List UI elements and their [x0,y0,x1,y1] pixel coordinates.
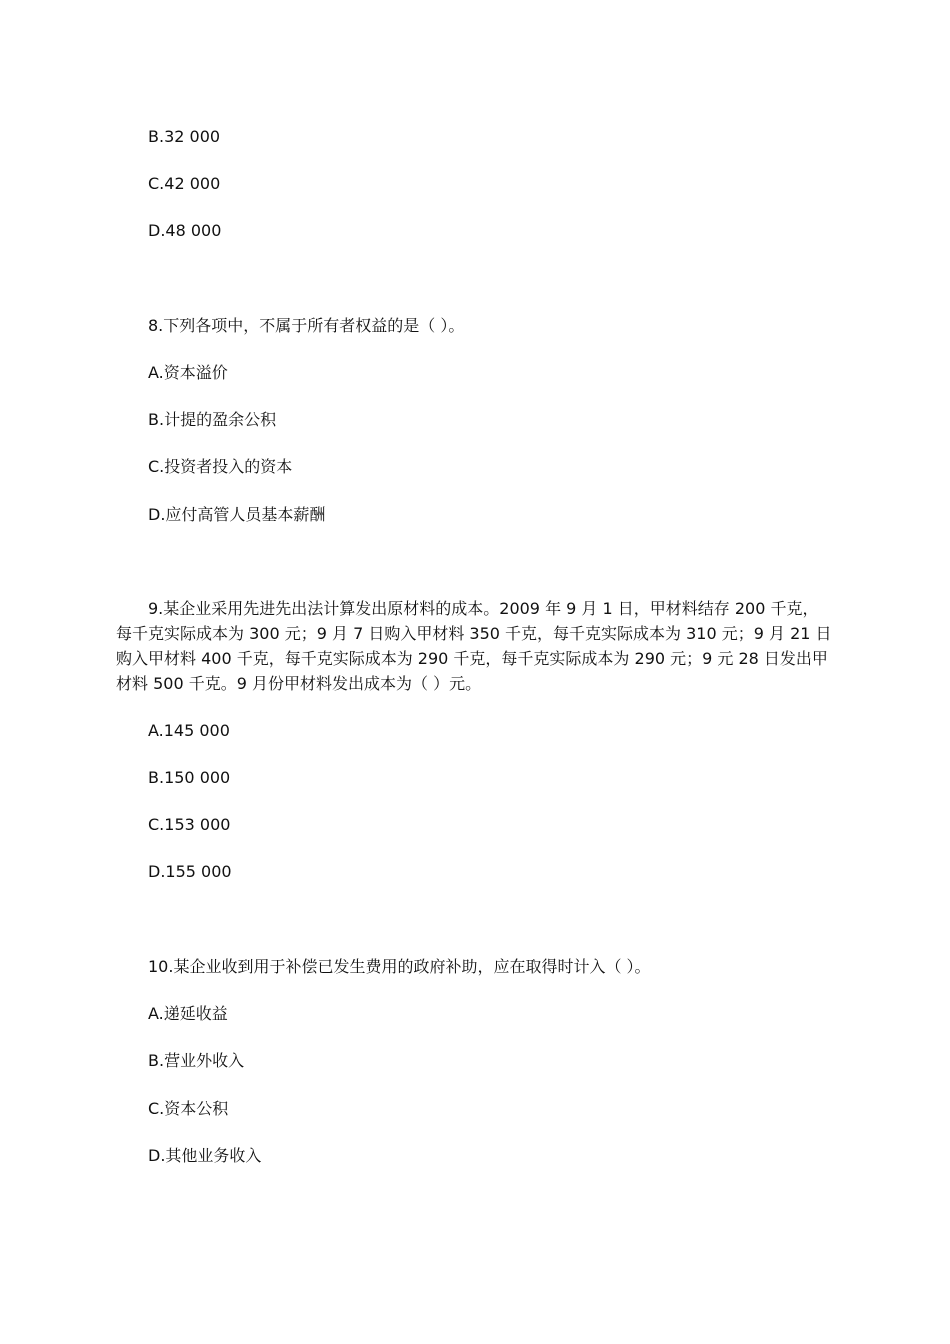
q7-option-c: C.42 000 [148,174,221,193]
q9-stem-line-1: 9.某企业采用先进先出法计算发出原材料的成本。2009 年 9 月 1 日，甲材料结存 200 千克， [148,599,819,618]
q7-option-b: B.32 000 [148,127,221,146]
q10-option-a: A.递延收益 [148,1004,228,1023]
q8-option-d: D.应付高管人员基本薪酬 [148,505,326,524]
q8-option-c: C.投资者投入的资本 [148,457,293,476]
q10-option-d: D.其他业务收入 [148,1146,262,1165]
q10-option-c: C.资本公积 [148,1099,229,1118]
q9-stem-line-4: 材料 500 千克。9 月份甲材料发出成本为（ ）元。 [116,674,482,693]
q7-option-d: D.48 000 [148,221,222,240]
q9-option-a: A.145 000 [148,721,230,740]
q8-option-a: A.资本溢价 [148,363,228,382]
q9-option-d: D.155 000 [148,862,232,881]
q10-option-b: B.营业外收入 [148,1051,245,1070]
q10-stem: 10.某企业收到用于补偿已发生费用的政府补助，应在取得时计入（ ）。 [148,957,651,976]
q9-option-b: B.150 000 [148,768,231,787]
q9-stem-line-2: 每千克实际成本为 300 元；9 月 7 日购入甲材料 350 千克，每千克实际成本为 310 元；9 月 21 日 [116,624,832,643]
q8-stem: 8.下列各项中，不属于所有者权益的是（ ）。 [148,316,465,335]
q8-option-b: B.计提的盈余公积 [148,410,277,429]
q9-option-c: C.153 000 [148,815,231,834]
q9-stem-line-3: 购入甲材料 400 千克，每千克实际成本为 290 千克，每千克实际成本为 290 元；9 元 28 日发出甲 [116,649,828,668]
